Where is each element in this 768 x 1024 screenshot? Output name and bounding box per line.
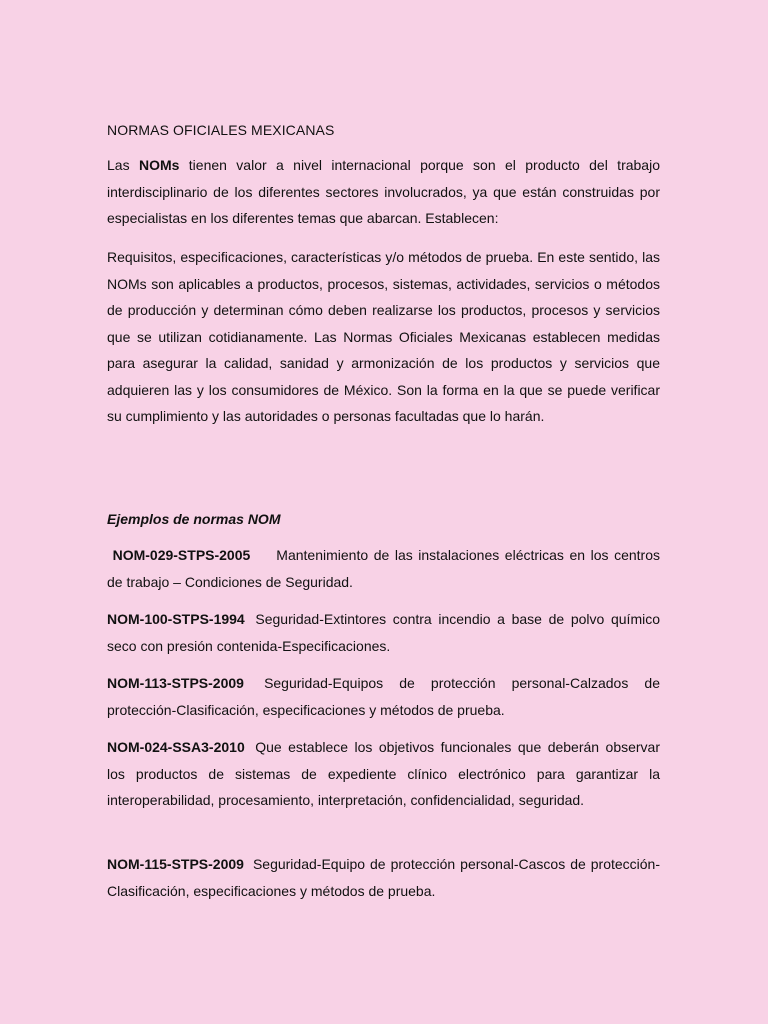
intro-paragraph (107, 152, 660, 232)
intro-bold-term: NOMs (138, 157, 180, 173)
nom-code: NOM-115-STPS-2009 (107, 856, 244, 872)
nom-example (107, 606, 660, 659)
nom-example (107, 670, 660, 723)
nom-example (107, 734, 660, 814)
nom-code: NOM-113-STPS-2009 (107, 675, 244, 691)
intro-text: tienen valor a nivel internacional porque son el producto del trabajo interdisciplinario de los diferentes sectores involucrados, ya que están construidas por especialistas en los diferentes temas que abarcan. Establecen: (107, 157, 660, 226)
intro-prefix: Las (107, 157, 139, 173)
requirements-paragraph: Requisitos, especificaciones, características y/o métodos de prueba. En este sentido, las NOMs son aplicables a productos, procesos, sistemas, actividades, servicios o métodos de producción y determinan cómo deben realizarse los productos, procesos y servicios que se utilizan cotidianamente. Las Normas Oficiales Mexicanas establecen medidas para asegurar la calidad, sanidad y armonización de los productos y servicios que adquieren las y los consumidores de México. Son la forma en la que se puede verificar su cumplimiento y las autoridades o personas facultadas que lo harán. (107, 249, 660, 424)
nom-example (107, 542, 660, 595)
examples-heading: Ejemplos de normas NOM (107, 511, 281, 527)
nom-code: NOM-024-SSA3-2010 (107, 739, 245, 755)
nom-description: Que establece los objetivos funcionales que deberán observar los productos de sistemas de expediente clínico electrónico para garantizar la interoperabilidad, procesamiento, interpretación, confidencialidad, seguridad. (107, 739, 660, 808)
nom-description: Seguridad-Equipo de protección personal-Cascos de protección-Clasificación, especificaciones y métodos de prueba. (107, 856, 661, 899)
nom-code: NOM-029-STPS-2005 (112, 547, 251, 563)
nom-description: Seguridad-Equipos de protección personal-Calzados de protección-Clasificación, especificaciones y métodos de prueba. (107, 675, 661, 718)
nom-example (107, 851, 660, 904)
nom-description: Seguridad-Extintores contra incendio a base de polvo químico seco con presión contenida-Especificaciones. (107, 611, 661, 654)
nom-description: Mantenimiento de las instalaciones eléctricas en los centros de trabajo – Condiciones de Seguridad. (107, 547, 660, 590)
document-title: NORMAS OFICIALES MEXICANAS (107, 122, 335, 138)
nom-code: NOM-100-STPS-1994 (107, 611, 245, 627)
